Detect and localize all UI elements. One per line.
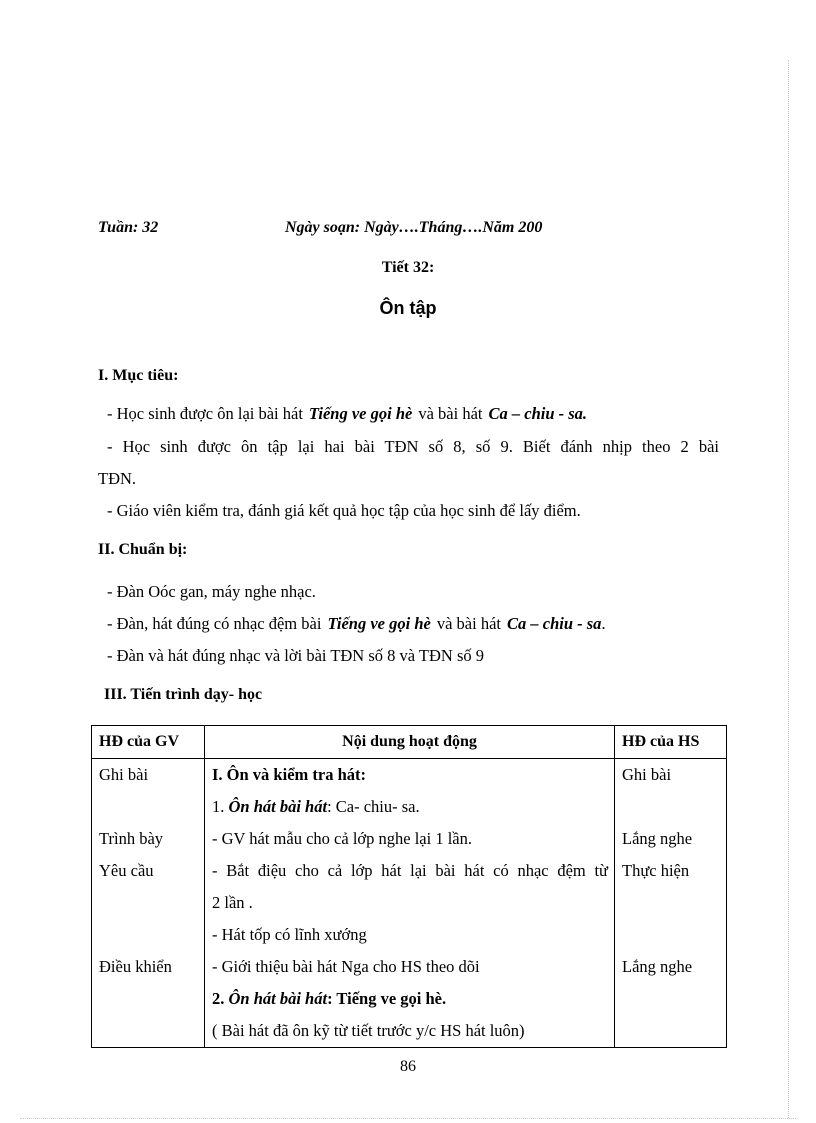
content-line-1: I. Ôn và kiểm tra hát: [212,765,366,784]
preparation-item-3: - Đàn và hát đúng nhạc và lời bài TĐN số 8 và TĐN số 9 [107,646,485,665]
activity-table [91,725,727,1048]
date-label: Ngày soạn: Ngày….Tháng….Năm 200 [285,219,543,236]
content-line-8 [205,983,614,1015]
teacher-line: Ghi bài [99,765,149,784]
teacher-line [92,919,204,951]
preparation-2-pre: - Đàn, hát đúng có nhạc đệm bài [107,614,322,633]
teacher-line [92,791,204,823]
content-2-rest: : Ca- chiu- sa. [327,797,420,816]
page-border-bottom [20,1118,796,1119]
teacher-line: Yêu cầu [99,861,154,880]
page-number: 86 [400,1058,416,1075]
page-border-right [788,60,789,1118]
process-heading: III. Tiến trình dạy- học [104,686,263,703]
header-teacher-activity: HĐ của GV [92,726,205,759]
preparation-item-2 [107,613,719,635]
objective-item-1 [107,403,719,425]
student-line [615,791,726,823]
student-line: Thực hiện [622,861,690,880]
content-2-num: 1. [212,797,225,816]
content-line-5: 2 lần . [212,893,253,912]
preparation-2-song2: Ca – chiu - sa [507,614,602,633]
objectives-heading: I. Mục tiêu: [98,367,179,384]
teacher-line: Điều khiển [99,957,172,976]
student-line: Ghi bài [622,765,672,784]
content-line-4: - Bắt điệu cho cả lớp hát lại bài hát có nhạc đệm từ [212,861,608,880]
preparation-2-end: . [601,614,606,633]
objective-item-2-line-2: TĐN. [98,469,137,488]
lesson-number: Tiết 32: [381,259,435,276]
student-line [615,919,726,951]
preparation-2-mid: và bài hát [436,614,501,633]
header-activity-content: Nội dung hoạt động [205,726,615,759]
content-8-label: Ôn hát bài hát [228,989,328,1008]
student-activity-cell [615,759,727,1048]
preparation-heading: II. Chuẩn bị: [98,541,188,558]
week-label: Tuần: 32 [98,219,159,236]
lesson-title: Ôn tập [379,298,437,318]
content-line-9: ( Bài hát đã ôn kỹ từ tiết trước y/c HS hát luôn) [212,1021,525,1040]
objective-1-song1: Tiếng ve gọi hè [308,404,413,423]
objective-1-pre: - Học sinh được ôn lại bài hát [107,404,303,423]
student-line [615,983,726,1015]
teacher-line [92,983,204,1015]
header-student-activity: HĐ của HS [615,726,727,759]
objective-item-3: - Giáo viên kiểm tra, đánh giá kết quả học tập của học sinh để lấy điểm. [107,501,581,520]
activity-content-cell [205,759,615,1048]
preparation-2-song1: Tiếng ve gọi hè [327,614,431,633]
objective-1-mid: và bài hát [418,404,483,423]
student-line: Lắng nghe [622,957,693,976]
objective-1-song2: Ca – chiu - sa. [488,404,588,423]
student-line: Lắng nghe [622,829,693,848]
teacher-line: Trình bày [99,829,164,848]
student-line [615,887,726,919]
preparation-item-1: - Đàn Oóc gan, máy nghe nhạc. [107,582,316,601]
table-header-row [92,726,727,759]
student-line [615,1015,726,1047]
content-line-2 [205,791,614,823]
teacher-activity-cell [92,759,205,1048]
content-line-3: - GV hát mẫu cho cả lớp nghe lại 1 lần. [212,829,472,848]
objective-item-2-line-1: - Học sinh được ôn tập lại hai bài TĐN số 8, số 9. Biết đánh nhịp theo 2 bài [107,437,719,456]
content-line-6: - Hát tốp có lĩnh xướng [212,925,367,944]
teacher-line [92,1015,204,1047]
table-row [92,759,727,1048]
content-line-7: - Giới thiệu bài hát Nga cho HS theo dõi [212,957,480,976]
content-8-num: 2. [212,989,225,1008]
teacher-line [92,887,204,919]
document-header [98,219,738,241]
content-2-label: Ôn hát bài hát [228,797,328,816]
content-8-rest: : Tiếng ve gọi hè. [327,989,447,1008]
